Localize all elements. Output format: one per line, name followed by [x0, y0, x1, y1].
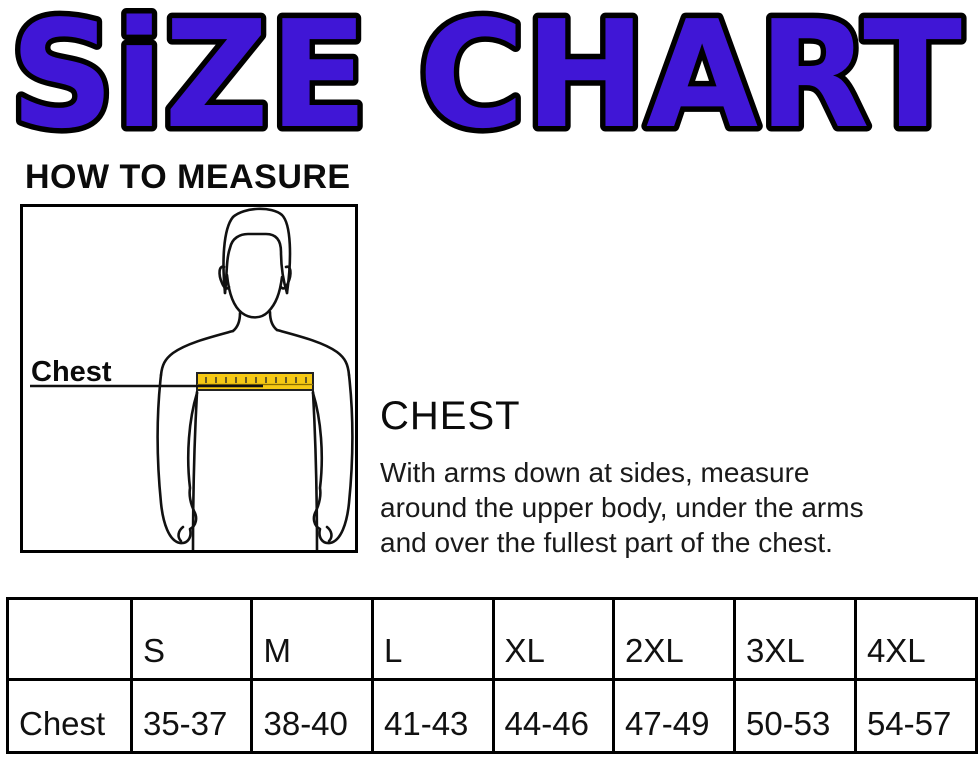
instructions-section: [380, 394, 965, 560]
measurement-diagram-box: [20, 204, 358, 553]
size-header-cell: L: [373, 599, 494, 680]
size-header-cell: 4XL: [855, 599, 976, 680]
chest-value-cell: 47-49: [614, 680, 735, 753]
instruction-text-line: around the upper body, under the arms: [380, 492, 864, 523]
size-header-row: [8, 599, 977, 680]
chest-value-cell: 50-53: [734, 680, 855, 753]
chest-value-cell: 54-57: [855, 680, 976, 753]
row-label-cell: Chest: [8, 680, 132, 753]
measuring-tape: [197, 373, 313, 390]
size-header-cell: M: [252, 599, 373, 680]
instruction-text: [380, 455, 965, 560]
chest-value-cell: 44-46: [493, 680, 614, 753]
size-header-cell: S: [131, 599, 252, 680]
size-chart-table: [6, 597, 978, 754]
chest-value-cell: 35-37: [131, 680, 252, 753]
measurement-diagram: [23, 207, 355, 550]
title-banner: [0, 0, 978, 152]
page-title: SiZE CHART: [10, 0, 963, 152]
chest-diagram-label: Chest: [31, 356, 112, 388]
blank-corner-cell: [8, 599, 132, 680]
chest-value-cell: 38-40: [252, 680, 373, 753]
how-to-measure-heading: HOW TO MEASURE: [25, 158, 351, 196]
instruction-text-line: and over the fullest part of the chest.: [380, 527, 833, 558]
chest-section-heading: CHEST: [380, 394, 521, 438]
size-header-cell: 2XL: [614, 599, 735, 680]
chest-measurement-row: [8, 680, 977, 753]
chest-value-cell: 41-43: [373, 680, 494, 753]
size-header-cell: 3XL: [734, 599, 855, 680]
instruction-text-line: With arms down at sides, measure: [380, 457, 810, 488]
size-header-cell: XL: [493, 599, 614, 680]
